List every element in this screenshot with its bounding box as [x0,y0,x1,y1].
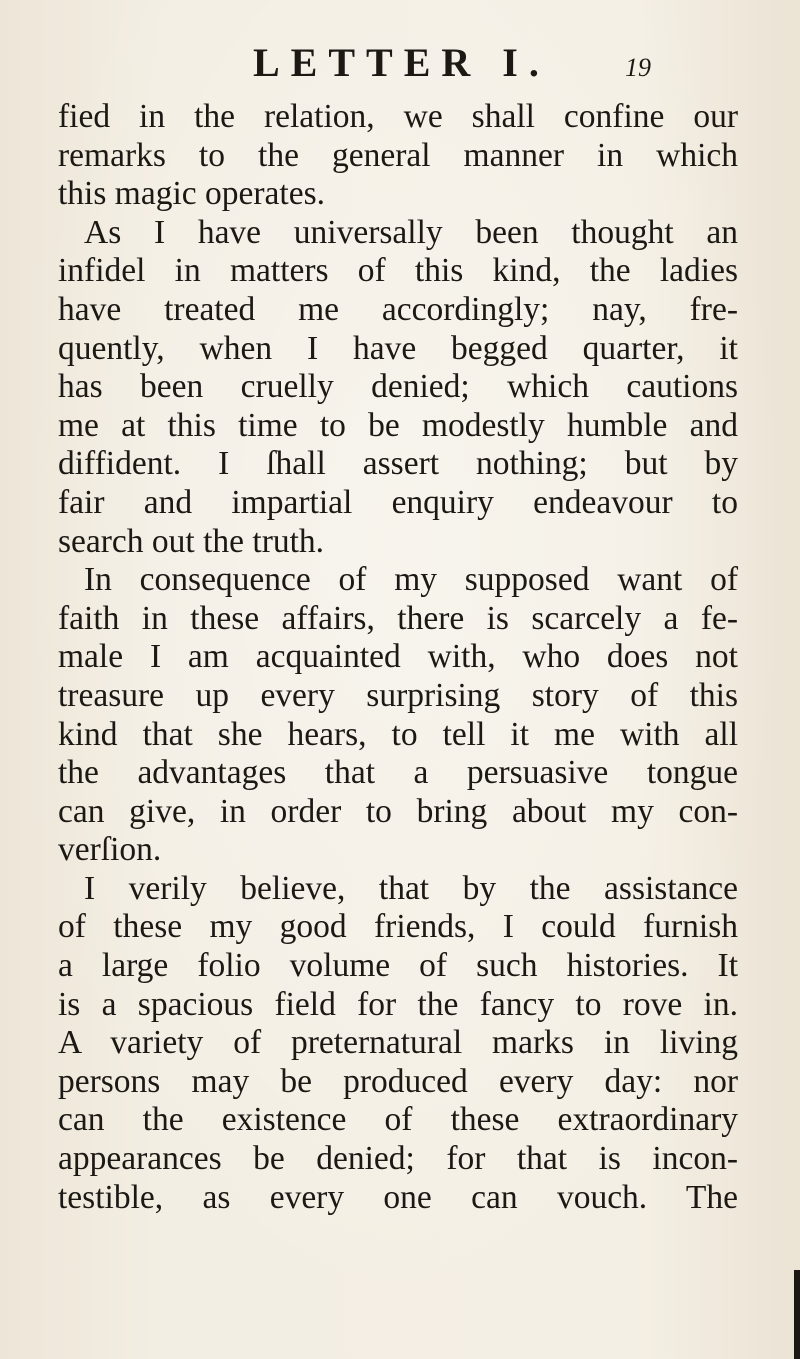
text-line: remarks to the general manner in which [58,136,738,174]
text-line: has been cruelly denied; which cautions [58,368,738,406]
text-line: can the existence of these extraordinary [58,1101,738,1139]
text-line: A variety of preternatural marks in living [58,1024,738,1062]
text-line: persons may be produced every day: nor [58,1062,738,1100]
text-line: fair and impartial enquiry endeavour to [58,483,738,521]
text-line: verſion. [58,831,162,869]
running-head: LETTER I. [253,40,550,85]
body-text [58,98,738,1217]
page-edge-shadow [794,1270,800,1359]
paragraph-start-line: I verily believe, that by the assistance [84,869,738,907]
text-line: infidel in matters of this kind, the ladies [58,252,738,290]
text-line: me at this time to be modestly humble and [58,406,738,444]
text-line: faith in these affairs, there is scarcely a fe- [58,599,738,637]
text-line: male I am acquainted with, who does not [58,638,738,676]
text-line: search out the truth. [58,522,325,560]
text-line: have treated me accordingly; nay, fre- [58,290,738,328]
text-line: fied in the relation, we shall confine our [58,98,738,135]
text-line: of these my good friends, I could furnish [58,908,738,946]
text-line: testible, as every one can vouch. The [58,1178,738,1216]
text-line: appearances be denied; for that is incon- [58,1140,738,1178]
text-line: a large folio volume of such histories. It [58,947,738,985]
text-line: is a spacious field for the fancy to rove in. [58,985,738,1023]
page-header [0,38,800,88]
text-line: diffident. I ſhall assert nothing; but by [58,445,738,483]
paragraph-start-line: In consequence of my supposed want of [84,561,738,599]
text-line: kind that she hears, to tell it me with all [58,715,738,753]
paragraph-start-line: As I have universally been thought an [84,213,738,251]
page-number: 19 [625,53,651,82]
text-line: treasure up every surprising story of this [58,676,738,714]
text-line: the advantages that a persuasive tongue [58,754,738,792]
text-line: can give, in order to bring about my con- [58,792,738,830]
text-line: quently, when I have begged quarter, it [58,329,738,367]
text-line: this magic operates. [58,175,325,213]
